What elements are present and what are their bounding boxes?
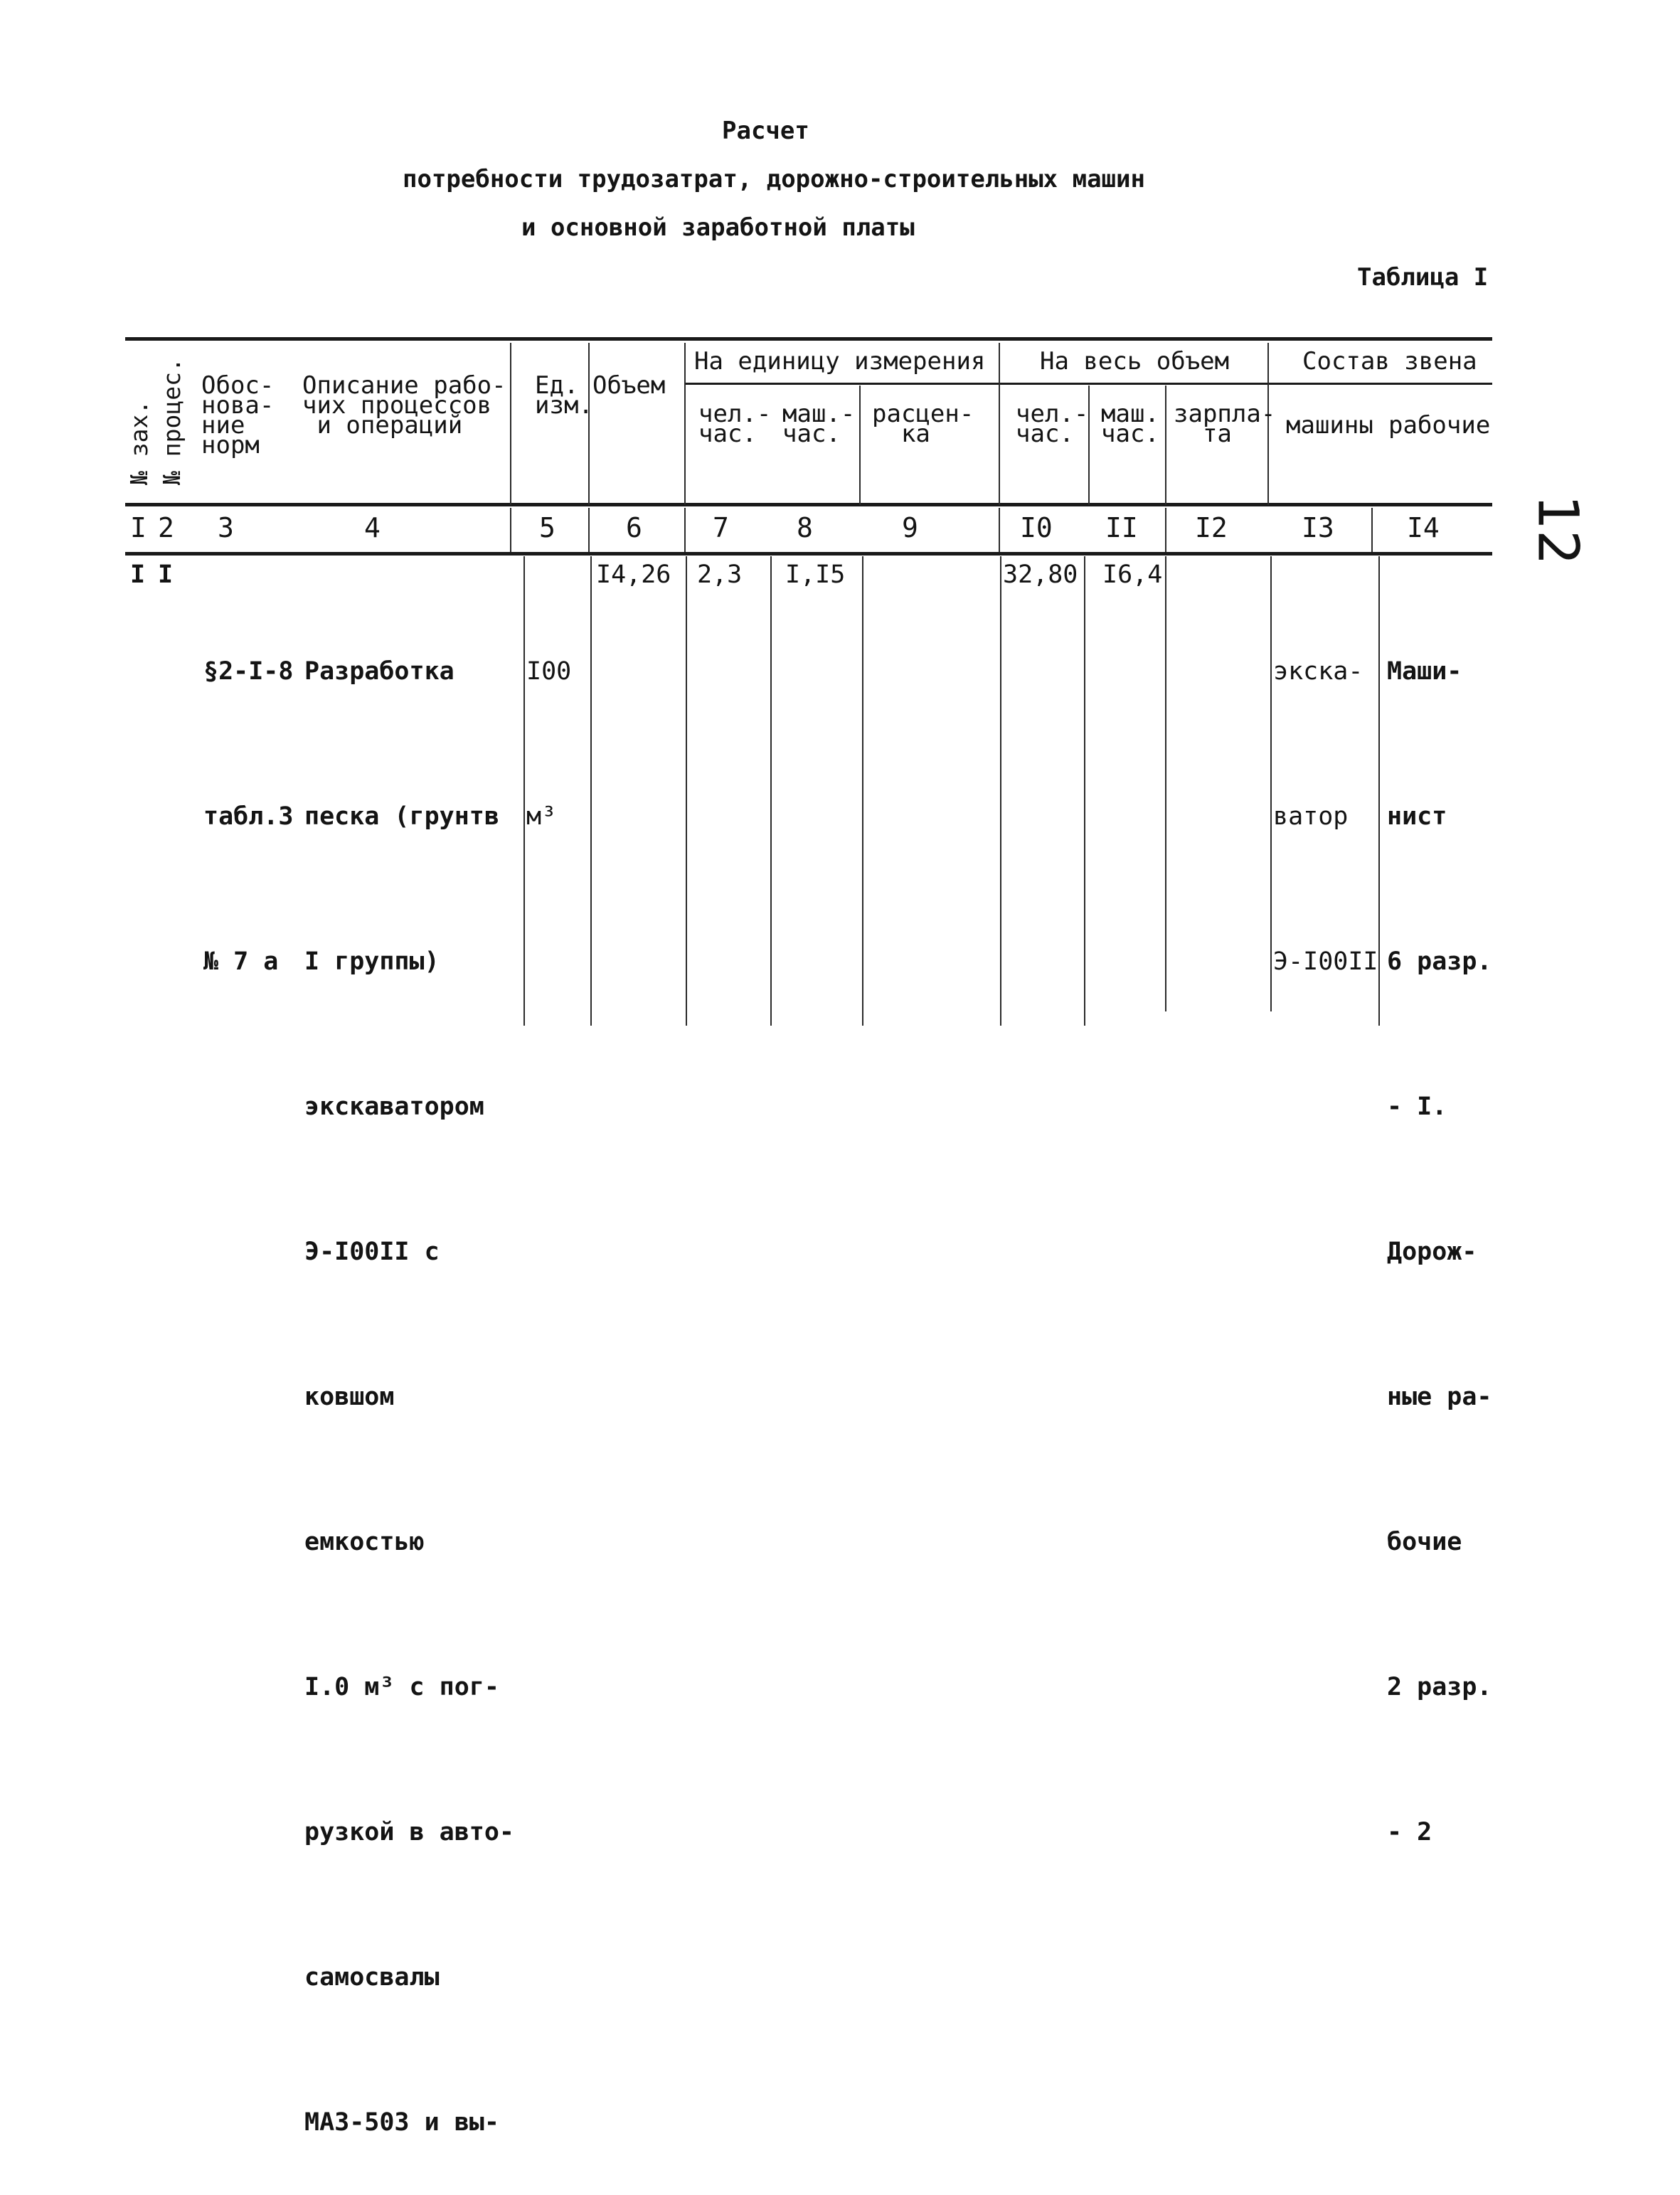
page-number: 12 [1525,494,1590,565]
header-group-total: На весь объем [1040,347,1230,376]
basis-line: табл.3 [203,802,294,831]
machines-line: ватор [1273,802,1349,831]
body-divider-10-11 [1084,556,1085,1026]
header-description: Описание рабо- чих процессов и операций [302,371,506,440]
body-divider-6-7 [686,556,687,1026]
header-rate: расцен- ка [872,400,974,448]
header-bottom-rule [125,503,1492,506]
header-workers: рабочие [1388,411,1491,440]
num-divider-9 [999,508,1000,552]
cell-unit [526,551,571,889]
column-number: I4 [1407,512,1440,543]
column-number: 8 [797,512,813,543]
column-number: II [1105,512,1138,543]
machines-line: Э-I00II [1273,947,1378,976]
header-zah: № зах. [125,400,153,485]
body-divider-4-5 [523,556,525,1026]
col-divider-6-7 [684,343,686,505]
column-number: 3 [218,512,234,543]
body-divider-13-14 [1378,556,1380,1026]
body-divider-7-8 [770,556,772,1026]
cell-machine-hours-total: I6,4 [1102,560,1163,589]
cell-machines [1273,551,1378,1034]
description-line: Э-I00II с [304,1238,440,1266]
unit-line: I00 [526,657,572,686]
num-divider-13 [1371,508,1373,552]
cell-basis [203,551,293,1034]
cell-zah: I [130,560,146,589]
cell-machine-hours-unit: I,I5 [785,560,846,589]
description-line: емкостью [304,1528,425,1556]
column-number: 5 [539,512,555,543]
description-line: самосвалы [304,1963,440,1992]
column-number: I [130,512,147,543]
col-divider-5-6 [588,343,590,505]
body-divider-9-10 [1000,556,1001,1026]
description-line: МАЗ-503 и вы- [304,2108,499,2137]
description-line: рузкой в авто- [304,1818,515,1846]
description-line: ковшом [304,1383,395,1411]
header-machine-hours-total: маш. час. [1101,400,1159,448]
workers-line: 6 разр. [1387,947,1492,976]
column-number: 2 [158,512,174,543]
cell-process: I [158,560,174,589]
header-unit: Ед. изм. [535,371,593,420]
document-subtitle-line1: потребности трудозатрат, дорожно-строительных машин [403,165,1145,193]
col-divider-9-10 [999,343,1000,505]
group-header-rule [684,383,1492,385]
header-basis: Обос- нова- ние норм [201,371,275,459]
body-divider-8-9 [862,556,863,1026]
column-number: I3 [1302,512,1334,543]
column-number: 9 [902,512,918,543]
column-number: 4 [364,512,381,543]
col-divider-4-5 [510,343,511,505]
table-top-rule [125,337,1492,341]
num-divider-6 [684,508,686,552]
workers-line: бочие [1387,1528,1462,1556]
header-wages: зарпла- та [1174,400,1276,448]
workers-line: нист [1387,802,1447,831]
col-divider-11-12 [1165,386,1166,505]
body-divider-5-6 [590,556,592,1026]
header-process: № процес. [158,358,186,485]
column-number: 7 [713,512,729,543]
description-line: экскаватором [304,1093,484,1121]
header-man-hours-total: чел.- час. [1016,400,1089,448]
header-volume: Объем [592,371,666,400]
cell-man-hours-unit: 2,3 [697,560,743,589]
document-subtitle-line2: и основной заработной платы [521,213,915,242]
cell-man-hours-total: 32,80 [1003,560,1078,589]
description-line: I.0 м³ с пог- [304,1673,499,1701]
header-machine-hours-unit: маш.- час. [782,400,856,448]
header-group-crew: Состав звена [1302,347,1477,376]
body-divider-12-13 [1270,556,1272,1011]
workers-line: Маши- [1387,657,1462,686]
basis-line: §2-I-8 [203,657,294,686]
cell-workers [1387,551,1492,1905]
header-man-hours-unit: чел.- час. [698,400,772,448]
workers-line: - I. [1387,1093,1447,1121]
workers-line: Дорож- [1387,1238,1477,1266]
workers-line: - 2 [1387,1818,1432,1846]
description-line: Разработка [304,657,454,686]
num-divider-11 [1165,508,1166,552]
cell-description [304,551,514,2195]
column-number: I2 [1195,512,1228,543]
workers-line: ные ра- [1387,1383,1492,1411]
body-divider-11-12 [1165,556,1166,1011]
cell-volume: I4,26 [596,560,671,589]
unit-line: м³ [526,802,557,831]
num-divider-4 [510,508,511,552]
header-group-per-unit: На единицу измерения [694,347,986,376]
document-title: Расчет [722,117,809,145]
column-number: I0 [1020,512,1053,543]
machines-line: экска- [1273,657,1363,686]
description-line: песка (грунтв [304,802,499,831]
column-number: 6 [626,512,642,543]
basis-line: № 7 а [203,947,279,976]
description-line: I группы) [304,947,440,976]
workers-line: 2 разр. [1387,1673,1492,1701]
table-label: Таблица I [1357,263,1489,292]
num-divider-5 [588,508,590,552]
col-divider-8-9 [859,386,861,505]
header-machines: машины [1286,411,1373,440]
